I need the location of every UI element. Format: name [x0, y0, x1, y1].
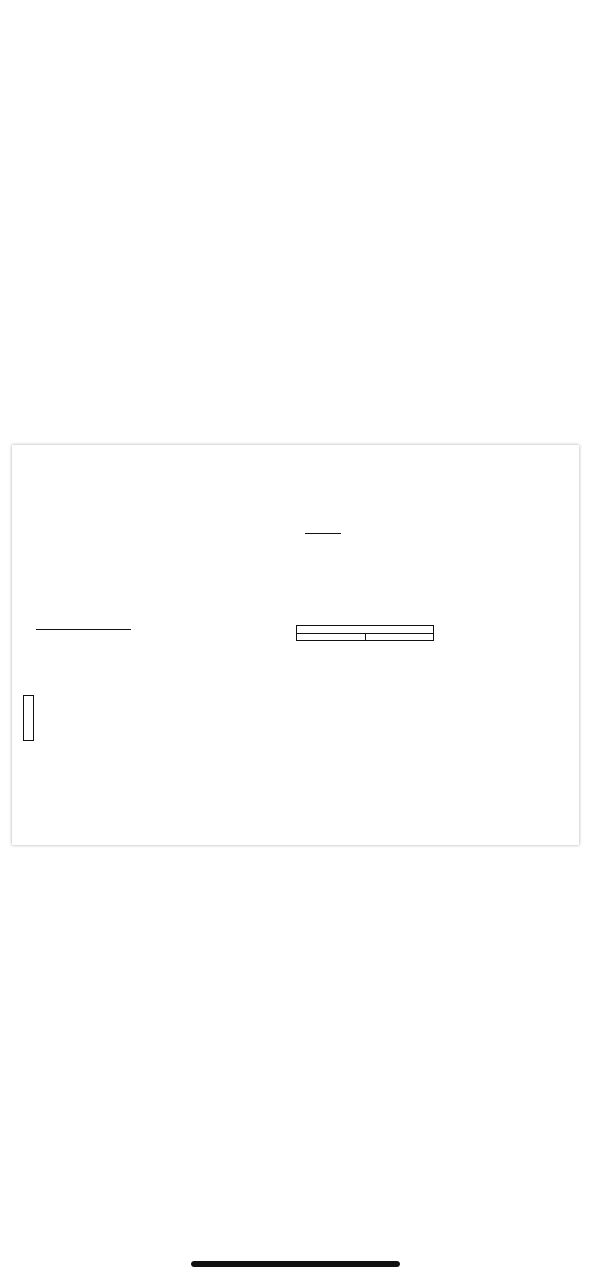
price-table-section [275, 467, 315, 469]
name-field[interactable] [36, 629, 131, 630]
schedule-table [34, 646, 494, 776]
options-section [275, 531, 411, 570]
school-private[interactable] [366, 634, 434, 640]
document-page [12, 445, 579, 845]
regular-class-closed-label [23, 695, 34, 741]
school-box [296, 625, 434, 641]
school-public[interactable] [297, 634, 366, 640]
school-note [296, 625, 434, 634]
home-indicator[interactable] [191, 1261, 400, 1267]
individual-count-field[interactable] [305, 533, 341, 534]
